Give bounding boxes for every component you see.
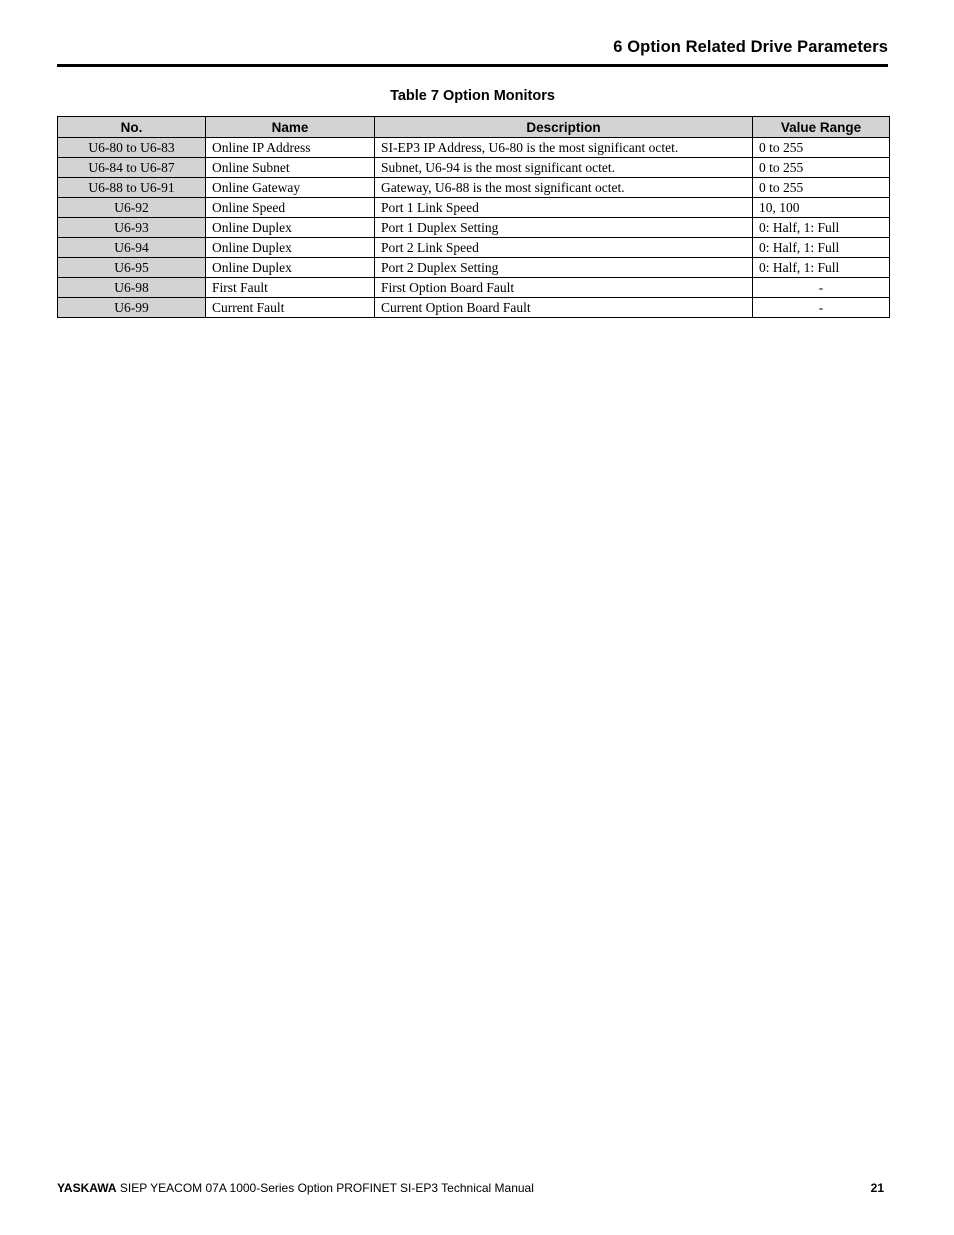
cell-name: Online Duplex (206, 258, 375, 278)
table-row (58, 258, 890, 278)
cell-no: U6-92 (58, 198, 206, 218)
cell-name: Online IP Address (206, 138, 375, 158)
table-row (58, 278, 890, 298)
cell-no: U6-80 to U6-83 (58, 138, 206, 158)
cell-value-range: 0: Half, 1: Full (753, 218, 890, 238)
footer-manual-title (57, 1181, 534, 1195)
column-header-name: Name (206, 117, 375, 138)
footer-title-text: SIEP YEACOM 07A 1000-Series Option PROFINET SI-EP3 Technical Manual (116, 1181, 534, 1195)
cell-description: Subnet, U6-94 is the most significant octet. (375, 158, 753, 178)
cell-value-range: - (753, 298, 890, 318)
table-row (58, 138, 890, 158)
cell-no: U6-95 (58, 258, 206, 278)
cell-description: Gateway, U6-88 is the most significant octet. (375, 178, 753, 198)
cell-description: Port 1 Link Speed (375, 198, 753, 218)
section-header (57, 36, 888, 67)
cell-value-range: 0 to 255 (753, 178, 890, 198)
option-monitors-table (57, 116, 890, 318)
cell-name: Online Duplex (206, 218, 375, 238)
cell-description: Port 2 Link Speed (375, 238, 753, 258)
cell-name: Online Gateway (206, 178, 375, 198)
cell-no: U6-84 to U6-87 (58, 158, 206, 178)
cell-description: Port 2 Duplex Setting (375, 258, 753, 278)
table-row (58, 198, 890, 218)
cell-value-range: 0 to 255 (753, 138, 890, 158)
column-header-value-range: Value Range (753, 117, 890, 138)
table-header-row (58, 117, 890, 138)
cell-name: Online Speed (206, 198, 375, 218)
cell-no: U6-99 (58, 298, 206, 318)
cell-description: SI-EP3 IP Address, U6-80 is the most significant octet. (375, 138, 753, 158)
cell-value-range: 10, 100 (753, 198, 890, 218)
cell-no: U6-94 (58, 238, 206, 258)
page-number: 21 (870, 1181, 884, 1195)
cell-value-range: 0: Half, 1: Full (753, 238, 890, 258)
footer-brand: YASKAWA (57, 1181, 117, 1195)
cell-name: Current Fault (206, 298, 375, 318)
table-caption: Table 7 Option Monitors (390, 88, 555, 104)
cell-no: U6-88 to U6-91 (58, 178, 206, 198)
cell-description: Port 1 Duplex Setting (375, 218, 753, 238)
cell-value-range: 0: Half, 1: Full (753, 258, 890, 278)
cell-description: First Option Board Fault (375, 278, 753, 298)
column-header-no: No. (58, 117, 206, 138)
section-title: 6 Option Related Drive Parameters (613, 38, 888, 56)
table-row (58, 218, 890, 238)
table-row (58, 158, 890, 178)
cell-name: First Fault (206, 278, 375, 298)
cell-no: U6-98 (58, 278, 206, 298)
cell-description: Current Option Board Fault (375, 298, 753, 318)
cell-name: Online Duplex (206, 238, 375, 258)
table-row (58, 238, 890, 258)
cell-no: U6-93 (58, 218, 206, 238)
table-row (58, 298, 890, 318)
cell-name: Online Subnet (206, 158, 375, 178)
cell-value-range: 0 to 255 (753, 158, 890, 178)
cell-value-range: - (753, 278, 890, 298)
table-row (58, 178, 890, 198)
column-header-description: Description (375, 117, 753, 138)
